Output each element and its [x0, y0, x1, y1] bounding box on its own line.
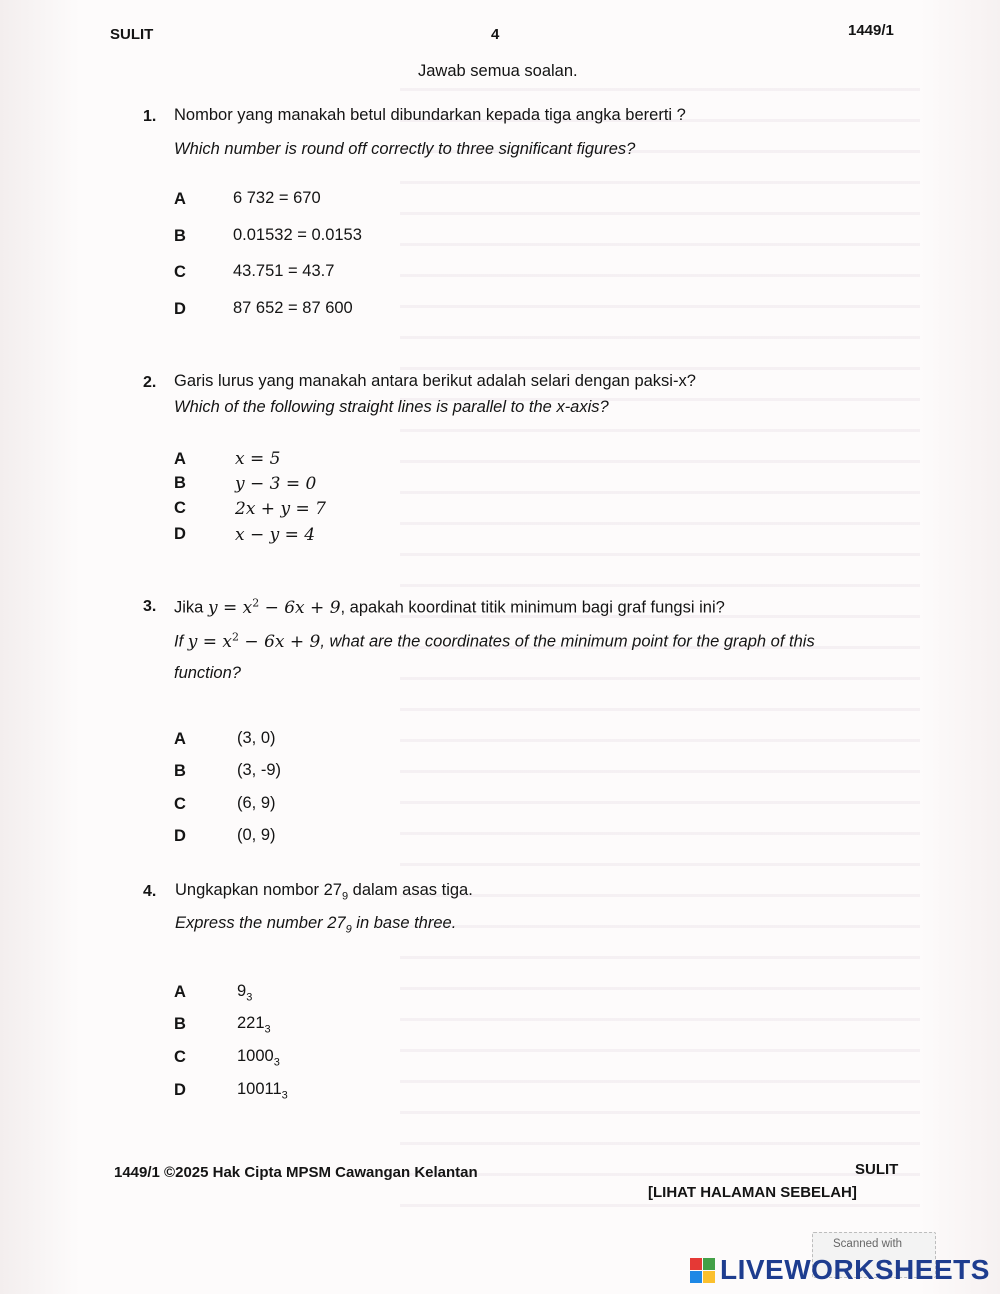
q3-option-c-text[interactable]: (6, 9) [237, 794, 276, 812]
q4-option-a-value: 9 [237, 982, 247, 1000]
q3-option-a-letter[interactable]: A [174, 730, 186, 748]
q2-option-c-text[interactable]: 2x + y = 7 [235, 499, 326, 519]
q1-option-a-letter[interactable]: A [174, 190, 186, 208]
q1-option-c-letter[interactable]: C [174, 263, 186, 281]
q2-option-b-text[interactable]: y − 3 = 0 [235, 474, 317, 494]
q4-option-b-letter[interactable]: B [174, 1015, 186, 1033]
q4-option-b-value: 221 [237, 1014, 265, 1032]
q3-text-ms [174, 596, 725, 618]
q1-text-en: Which number is round off correctly to three significant figures? [174, 140, 636, 158]
q4-option-a-letter[interactable]: A [174, 983, 186, 1001]
q4-option-c-value: 1000 [237, 1047, 274, 1065]
footer-copyright: 1449/1 ©2025 Hak Cipta MPSM Cawangan Kelantan [114, 1164, 478, 1181]
q4-en-base: 9 [345, 923, 352, 936]
q2-text-ms: Garis lurus yang manakah antara berikut adalah selari dengan paksi-x? [174, 372, 696, 390]
q2-option-b-letter[interactable]: B [174, 474, 186, 492]
q3-option-c-letter[interactable]: C [174, 795, 186, 813]
q4-option-d-letter[interactable]: D [174, 1081, 186, 1099]
q4-ms-pre: Ungkapkan nombor 27 [175, 881, 342, 899]
q4-option-d-text[interactable] [237, 1080, 288, 1101]
q4-ms-base: 9 [341, 890, 349, 903]
q4-ms-post: dalam asas tiga. [348, 881, 473, 899]
q3-option-b-letter[interactable]: B [174, 762, 186, 780]
q2-number: 2. [143, 374, 157, 391]
q3-en-equation: $y = x^2 - 6x + 9$ [187, 630, 321, 652]
q4-option-b-text[interactable] [237, 1014, 271, 1035]
q1-number: 1. [143, 108, 157, 125]
q4-option-d-value: 10011 [237, 1080, 282, 1098]
footer-next-page: [LIHAT HALAMAN SEBELAH] [648, 1184, 857, 1201]
q2-option-c-letter[interactable]: C [174, 499, 186, 517]
q3-ms-equation: $y = x^2 - 6x + 9$ [207, 596, 341, 618]
q2-option-d-letter[interactable]: D [174, 525, 186, 543]
q3-text-en-cont: function? [174, 664, 241, 682]
q3-option-d-letter[interactable]: D [174, 827, 186, 845]
q1-option-c-text[interactable]: 43.751 = 43.7 [233, 262, 335, 280]
q4-option-c-text[interactable] [237, 1047, 280, 1068]
q3-text-en [174, 630, 815, 652]
q1-option-d-text[interactable]: 87 652 = 87 600 [233, 299, 353, 317]
q4-en-post: in base three. [351, 914, 457, 932]
footer-sulit: SULIT [855, 1161, 899, 1178]
q3-number: 3. [143, 598, 157, 615]
q1-option-d-letter[interactable]: D [174, 300, 186, 318]
q1-text-ms: Nombor yang manakah betul dibundarkan kepada tiga angka bererti ? [174, 106, 686, 124]
q3-option-a-text[interactable]: (3, 0) [237, 729, 276, 747]
q4-option-a-text[interactable] [237, 982, 252, 1003]
q4-option-b-base: 3 [264, 1023, 271, 1036]
q1-option-a-text[interactable]: 6 732 = 670 [233, 189, 321, 207]
q2-option-a-text[interactable]: x = 5 [235, 449, 281, 469]
q4-option-d-base: 3 [281, 1089, 288, 1102]
q3-en-pre: If [174, 632, 184, 651]
q1-option-b-letter[interactable]: B [174, 227, 186, 245]
q3-ms-post: , apakah koordinat titik minimum bagi graf fungsi ini? [340, 598, 725, 617]
q4-option-c-base: 3 [273, 1056, 280, 1069]
q2-option-a-letter[interactable]: A [174, 450, 186, 468]
q3-ms-pre: Jika [174, 598, 204, 617]
q1-option-b-text[interactable]: 0.01532 = 0.0153 [233, 226, 362, 244]
q4-option-a-base: 3 [246, 991, 253, 1004]
q4-en-pre: Express the number 27 [175, 914, 346, 932]
q3-en-post: , what are the coordinates of the minimum point for the graph of this [320, 632, 815, 651]
liveworksheets-wordmark: LIVEWORKSHEETS [720, 1254, 990, 1285]
q4-text-en [175, 914, 456, 935]
header-sulit: SULIT [110, 26, 154, 43]
q4-number: 4. [143, 883, 157, 900]
q3-option-b-text[interactable]: (3, -9) [237, 761, 282, 779]
liveworksheets-logo-icon [690, 1258, 716, 1284]
page-number: 4 [491, 26, 500, 43]
instruction: Jawab semua soalan. [418, 62, 578, 80]
q4-option-c-letter[interactable]: C [174, 1048, 186, 1066]
paper-code: 1449/1 [848, 22, 894, 39]
q3-option-d-text[interactable]: (0, 9) [237, 826, 276, 844]
q2-option-d-text[interactable]: x − y = 4 [235, 525, 316, 545]
q2-text-en: Which of the following straight lines is parallel to the x-axis? [174, 398, 609, 416]
q4-text-ms [175, 881, 473, 902]
scanner-text: Scanned with [833, 1238, 903, 1250]
